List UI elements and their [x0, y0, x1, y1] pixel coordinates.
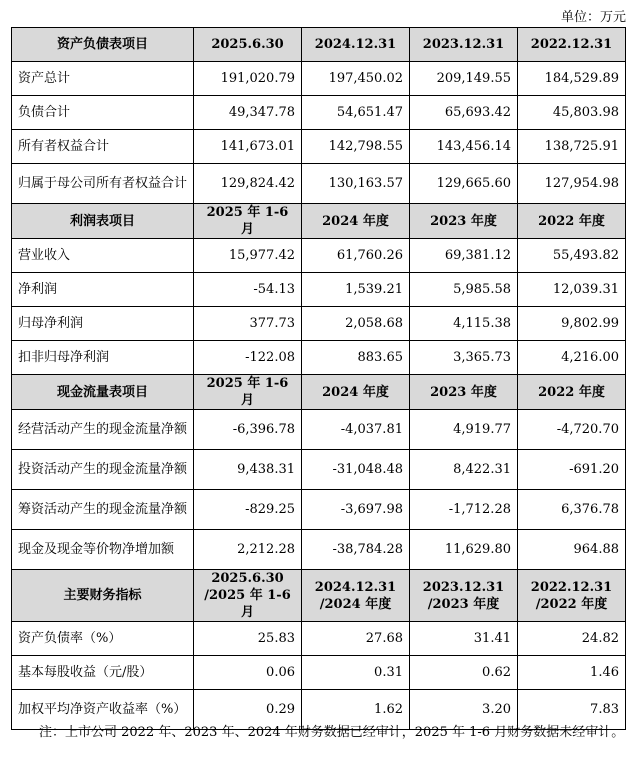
header-cell: 2023 年度	[410, 204, 518, 239]
cell-value: 0.62	[410, 656, 518, 690]
cell-value: 4,216.00	[518, 341, 626, 375]
cell-value: 883.65	[302, 341, 410, 375]
row-label: 投资活动产生的现金流量净额	[12, 450, 194, 490]
row-label: 现金及现金等价物净增加额	[12, 530, 194, 570]
table-row	[12, 530, 626, 570]
row-label: 净利润	[12, 273, 194, 307]
row-label: 资产负债率（%）	[12, 622, 194, 656]
header-cell: 2022 年度	[518, 204, 626, 239]
cell-value: 6,376.78	[518, 490, 626, 530]
cell-value: 129,824.42	[194, 164, 302, 204]
cell-value: 24.82	[518, 622, 626, 656]
cell-value: 8,422.31	[410, 450, 518, 490]
header-cell: 2024.12.31	[302, 28, 410, 62]
cell-value: 2,212.28	[194, 530, 302, 570]
header-cell: 2025 年 1-6 月	[194, 204, 302, 239]
cell-value: 209,149.55	[410, 62, 518, 96]
cell-value: 3,365.73	[410, 341, 518, 375]
table-row	[12, 490, 626, 530]
cell-value: 1,539.21	[302, 273, 410, 307]
header-cell: 2022.12.31	[518, 28, 626, 62]
table-row	[12, 273, 626, 307]
cell-value: -6,396.78	[194, 410, 302, 450]
cell-value: 1.62	[302, 690, 410, 730]
cell-value: 0.06	[194, 656, 302, 690]
cell-value: 49,347.78	[194, 96, 302, 130]
section-header-balance-sheet	[12, 28, 626, 62]
table-row	[12, 450, 626, 490]
cell-value: 191,020.79	[194, 62, 302, 96]
cell-value: -691.20	[518, 450, 626, 490]
section-header-cash-flow	[12, 375, 626, 410]
row-label: 基本每股收益（元/股）	[12, 656, 194, 690]
header-cell: 2025.6.30	[194, 28, 302, 62]
row-label: 归母净利润	[12, 307, 194, 341]
header-cell: 2025.6.30 /2025 年 1-6 月	[194, 570, 302, 622]
cell-value: 3.20	[410, 690, 518, 730]
cell-value: 11,629.80	[410, 530, 518, 570]
cell-value: 142,798.55	[302, 130, 410, 164]
cell-value: 143,456.14	[410, 130, 518, 164]
cell-value: 1.46	[518, 656, 626, 690]
cell-value: -31,048.48	[302, 450, 410, 490]
table-row	[12, 656, 626, 690]
cell-value: 2,058.68	[302, 307, 410, 341]
section-header-income-statement	[12, 204, 626, 239]
cell-value: -4,037.81	[302, 410, 410, 450]
header-cell: 2024 年度	[302, 204, 410, 239]
cell-value: 31.41	[410, 622, 518, 656]
table-row	[12, 62, 626, 96]
cell-value: 127,954.98	[518, 164, 626, 204]
header-cell: 利润表项目	[12, 204, 194, 239]
cell-value: -54.13	[194, 273, 302, 307]
row-label: 资产总计	[12, 62, 194, 96]
cell-value: 141,673.01	[194, 130, 302, 164]
header-cell: 资产负债表项目	[12, 28, 194, 62]
table-row	[12, 410, 626, 450]
row-label: 扣非归母净利润	[12, 341, 194, 375]
section-header-key-indicators	[12, 570, 626, 622]
cell-value: -1,712.28	[410, 490, 518, 530]
cell-value: -829.25	[194, 490, 302, 530]
header-cell: 2022.12.31 /2022 年度	[518, 570, 626, 622]
header-cell: 主要财务指标	[12, 570, 194, 622]
table-row	[12, 96, 626, 130]
header-cell: 2022 年度	[518, 375, 626, 410]
cell-value: 25.83	[194, 622, 302, 656]
cell-value: 0.31	[302, 656, 410, 690]
cell-value: 65,693.42	[410, 96, 518, 130]
cell-value: 54,651.47	[302, 96, 410, 130]
cell-value: 138,725.91	[518, 130, 626, 164]
cell-value: 4,115.38	[410, 307, 518, 341]
cell-value: -4,720.70	[518, 410, 626, 450]
cell-value: 197,450.02	[302, 62, 410, 96]
header-cell: 现金流量表项目	[12, 375, 194, 410]
cell-value: 5,985.58	[410, 273, 518, 307]
row-label: 所有者权益合计	[12, 130, 194, 164]
cell-value: 4,919.77	[410, 410, 518, 450]
header-cell: 2024 年度	[302, 375, 410, 410]
cell-value: 61,760.26	[302, 239, 410, 273]
header-cell: 2025 年 1-6 月	[194, 375, 302, 410]
cell-value: 9,802.99	[518, 307, 626, 341]
row-label: 归属于母公司所有者权益合计	[12, 164, 194, 204]
cell-value: 7.83	[518, 690, 626, 730]
cell-value: 27.68	[302, 622, 410, 656]
row-label: 经营活动产生的现金流量净额	[12, 410, 194, 450]
table-row	[12, 341, 626, 375]
table-row	[12, 164, 626, 204]
cell-value: 12,039.31	[518, 273, 626, 307]
cell-value: 45,803.98	[518, 96, 626, 130]
table-row	[12, 130, 626, 164]
table-row	[12, 622, 626, 656]
cell-value: 15,977.42	[194, 239, 302, 273]
cell-value: 129,665.60	[410, 164, 518, 204]
header-cell: 2023.12.31	[410, 28, 518, 62]
unit-label: 单位：万元	[560, 10, 626, 25]
table-footnote: 注：上市公司 2022 年、2023 年、2024 年财务数据已经审计，2025 年 1-6 月财务数据未经审计。	[39, 725, 625, 740]
cell-value: 130,163.57	[302, 164, 410, 204]
header-cell: 2024.12.31 /2024 年度	[302, 570, 410, 622]
header-cell: 2023.12.31 /2023 年度	[410, 570, 518, 622]
cell-value: 55,493.82	[518, 239, 626, 273]
cell-value: 9,438.31	[194, 450, 302, 490]
header-cell: 2023 年度	[410, 375, 518, 410]
row-label: 加权平均净资产收益率（%）	[12, 690, 194, 730]
cell-value: 184,529.89	[518, 62, 626, 96]
row-label: 负债合计	[12, 96, 194, 130]
table-row	[12, 239, 626, 273]
financial-summary-table	[11, 27, 626, 730]
cell-value: 0.29	[194, 690, 302, 730]
table-row	[12, 307, 626, 341]
row-label: 筹资活动产生的现金流量净额	[12, 490, 194, 530]
cell-value: -3,697.98	[302, 490, 410, 530]
cell-value: -38,784.28	[302, 530, 410, 570]
row-label: 营业收入	[12, 239, 194, 273]
cell-value: -122.08	[194, 341, 302, 375]
cell-value: 377.73	[194, 307, 302, 341]
cell-value: 964.88	[518, 530, 626, 570]
cell-value: 69,381.12	[410, 239, 518, 273]
